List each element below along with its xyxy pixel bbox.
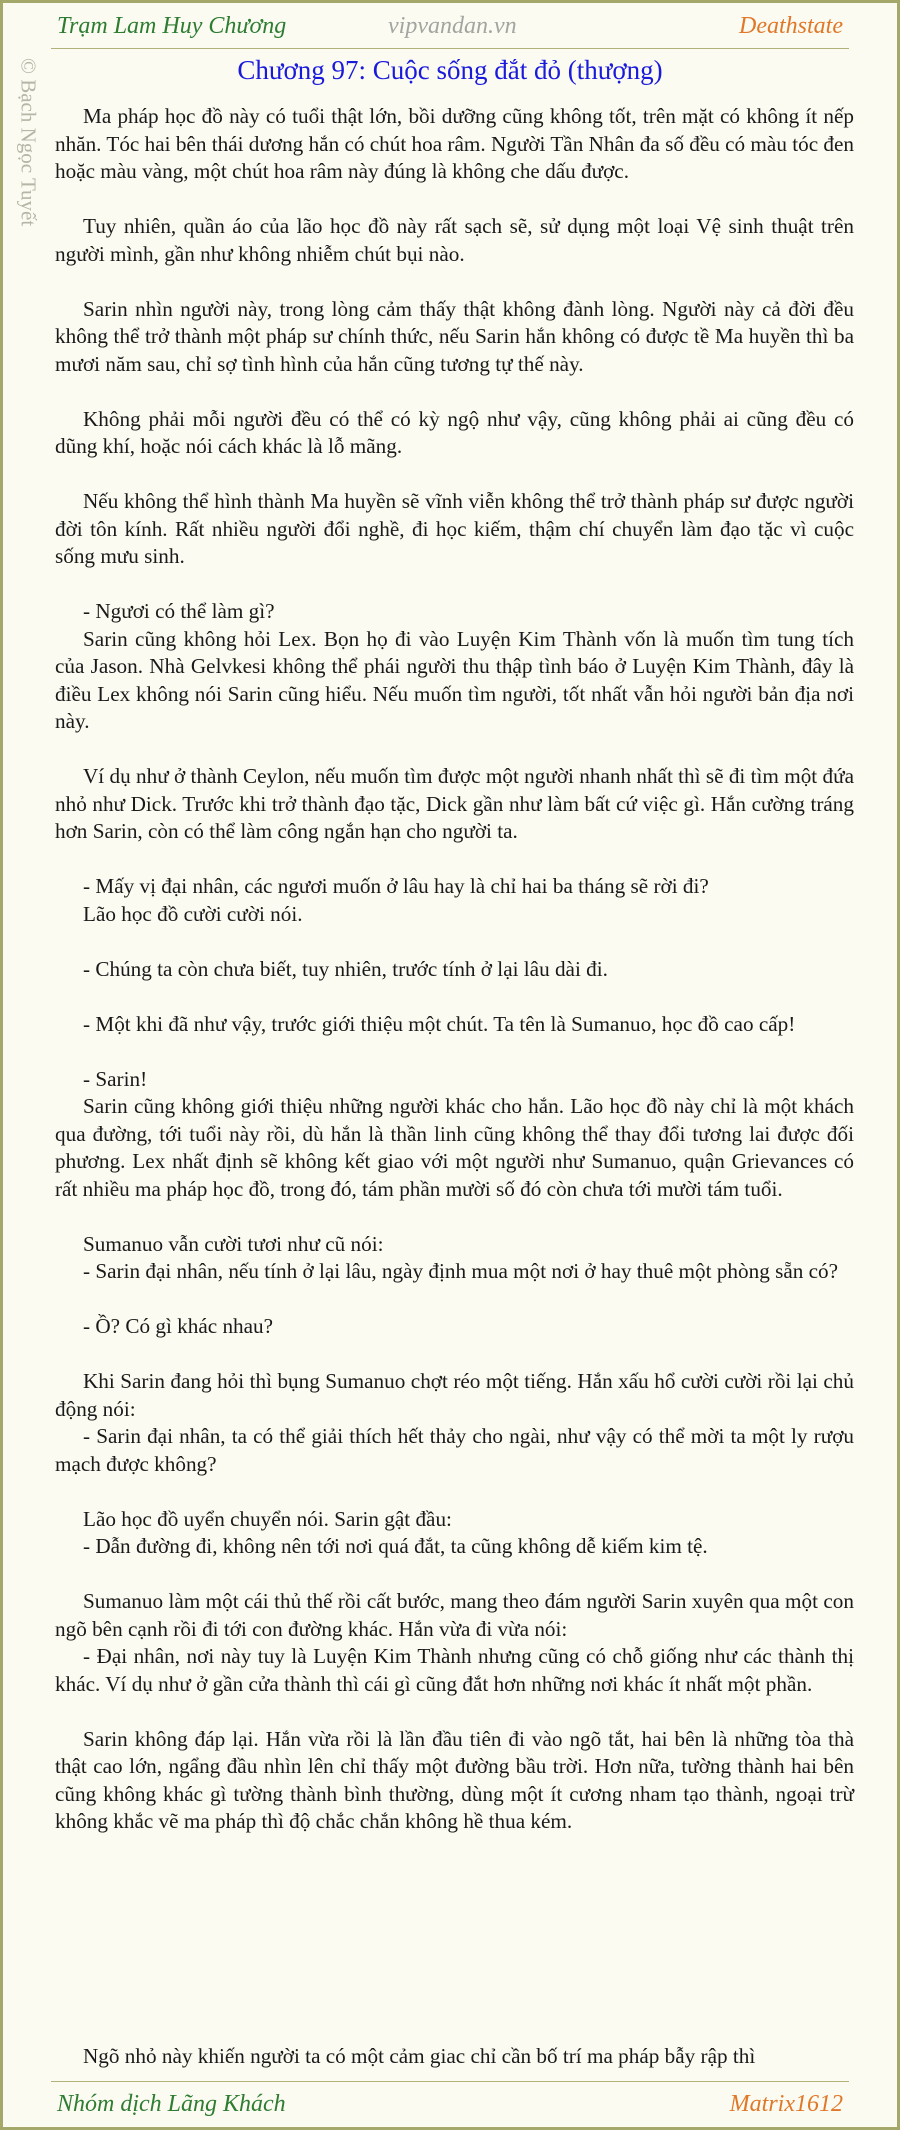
paragraph: Khi Sarin đang hỏi thì bụng Sumanuo chợt réo một tiếng. Hắn xấu hổ cười cười rồi lại chủ động nói: — [55, 1369, 854, 1421]
paragraph: Sarin cũng không hỏi Lex. Bọn họ đi vào Luyện Kim Thành vốn là muốn tìm tung tích của Jason. Nhà Gelvkesi không thể phái người thu thập tình báo ở Luyện Kim Thành, đây là điều Lex không nói Sarin cũng hiểu. Nếu muốn tìm người, tốt nhất vẫn hỏi người bản địa nơi này. — [55, 626, 854, 733]
dialogue-line: - Một khi đã như vậy, trước giới thiệu một chút. Ta tên là Sumanuo, học đồ cao cấp! — [83, 1011, 796, 1036]
paragraph: Sarin không đáp lại. Hắn vừa rồi là lần đầu tiên đi vào ngõ tắt, hai bên là những tòa thà thật cao lớn, ngẩng đầu nhìn lên chỉ thấy một đường bầu trời. Hơn nữa, tường thành hai bên cũng không khác gì tường thành bình thường, dùng một ít cương nham tạo thành, ngoại trừ không khắc vẽ ma pháp thì độ chắc chắn không hề thua kém. — [55, 1726, 854, 1833]
dialogue-line: - Sarin! — [83, 1066, 148, 1091]
paragraph: Sarin cũng không giới thiệu những người khác cho hắn. Lão học đồ này chỉ là một khách qua đường, tới tuổi này rồi, dù hắn là thần linh cũng không thể thay đổi tương lai được đối phương. Lex nhất định sẽ không kết giao với một người như Sumanuo, quận Grievances có rất nhiều ma pháp học đồ, trong đó, tám phần mười số đó còn chưa tới mười tám tuổi. — [55, 1094, 854, 1201]
paragraph: Nếu không thể hình thành Ma huyền sẽ vĩnh viễn không thể trở thành pháp sư được người đời tôn kính. Rất nhiều người đổi nghề, đi học kiếm, thậm chí chuyển làm đạo tặc vì cuộc sống mưu sinh. — [55, 489, 854, 568]
chapter-body — [55, 103, 854, 1836]
paragraph: Lão học đồ cười cười nói. — [83, 901, 303, 926]
footer-rule — [51, 2081, 849, 2082]
paragraph: Sumanuo làm một cái thủ thế rồi cất bước, mang theo đám người Sarin xuyên qua một con ngõ bên cạnh rồi đi tới con đường khác. Hắn vừa đi vừa nói: — [55, 1589, 854, 1641]
paragraph: Ví dụ như ở thành Ceylon, nếu muốn tìm được một người nhanh nhất thì sẽ đi tìm một đứa nhỏ như Dick. Trước khi trở thành đạo tặc, Dick gần như làm bất cứ việc gì. Hắn cường tráng hơn Sarin, còn có thể làm công ngắn hạn cho người ta. — [55, 764, 854, 843]
chapter-title: Chương 97: Cuộc sống đắt đỏ (thượng) — [237, 55, 663, 85]
paragraph: Ma pháp học đồ này có tuổi thật lớn, bồi dưỡng cũng không tốt, trên mặt có không ít nếp nhăn. Tóc hai bên thái dương hắn có chút hoa râm. Người Tần Nhân đa số đều có màu tóc đen hoặc màu vàng, một chút hoa râm này đúng là không che dấu được. — [55, 104, 854, 183]
copyright-watermark — [13, 58, 43, 258]
dialogue-line: - Mấy vị đại nhân, các ngươi muốn ở lâu hay là chỉ hai ba tháng sẽ rời đi? — [83, 874, 709, 898]
header-site-name: Trạm Lam Huy Chương — [57, 13, 287, 39]
dialogue-line: - Sarin đại nhân, ta có thể giải thích hết thảy cho ngài, như vậy có thể mời ta một ly rượu mạch được không? — [55, 1424, 854, 1476]
paragraph-last: Ngõ nhỏ này khiến người ta có một cảm giac chỉ cần bố trí ma pháp bẫy rập thì — [83, 2044, 756, 2068]
watermark-text: © Bạch Ngọc Tuyết — [16, 58, 41, 227]
header-rule — [51, 48, 849, 49]
header-website[interactable]: vipvandan.vn — [388, 13, 517, 39]
paragraph: Sarin nhìn người này, trong lòng cảm thấy thật không đành lòng. Người này cả đời đều không thể trở thành một pháp sư chính thức, nếu Sarin hắn không có được tề Ma huyền thì ba mươi năm sau, chỉ sợ tình hình của hắn cũng tương tự thế này. — [55, 296, 854, 376]
dialogue-line: - Chúng ta còn chưa biết, tuy nhiên, trước tính ở lại lâu dài đi. — [83, 956, 608, 981]
paragraph: Sumanuo vẫn cười tươi như cũ nói: — [83, 1231, 384, 1256]
paragraph: Lão học đồ uyển chuyển nói. Sarin gật đầu: — [83, 1506, 452, 1531]
paragraph: Không phải mỗi người đều có thể có kỳ ngộ như vậy, cũng không phải ai cũng đều có dũng khí, hoặc nói cách khác là lỗ mãng. — [55, 406, 854, 458]
dialogue-line: - Dẫn đường đi, không nên tới nơi quá đắt, ta cũng không dễ kiếm kim tệ. — [83, 1534, 708, 1558]
footer-uploader: Matrix1612 — [729, 2091, 843, 2117]
dialogue-line: - Sarin đại nhân, nếu tính ở lại lâu, ngày định mua một nơi ở hay thuê một phòng sẵn có? — [83, 1259, 839, 1283]
dialogue-line: - Ồ? Có gì khác nhau? — [83, 1314, 274, 1338]
dialogue-line: - Ngươi có thể làm gì? — [83, 599, 275, 623]
dialogue-line: - Đại nhân, nơi này tuy là Luyện Kim Thành nhưng cũng có chỗ giống như các thành thị khác. Ví dụ như ở gần cửa thành thì cái gì cũng đắt hơn những nơi khác ít nhất một phần. — [55, 1644, 854, 1696]
footer-translator-group: Nhóm dịch Lãng Khách — [57, 2091, 286, 2117]
header-book-title: Deathstate — [739, 13, 843, 39]
paragraph: Tuy nhiên, quần áo của lão học đồ này rất sạch sẽ, sử dụng một loại Vệ sinh thuật trên người mình, gần như không nhiễm chút bụi nào. — [55, 214, 854, 266]
